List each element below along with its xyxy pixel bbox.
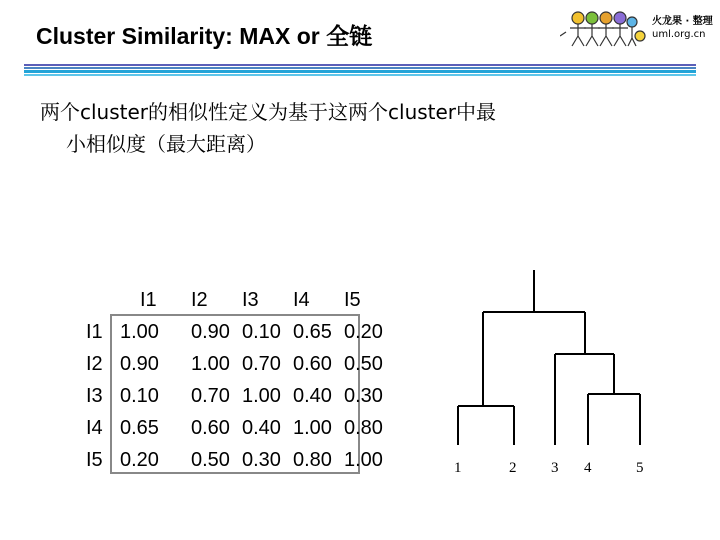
matrix-cell: 0.65 bbox=[120, 416, 159, 439]
matrix-row bbox=[86, 380, 395, 412]
row-header: I4 bbox=[86, 416, 103, 439]
matrix-cell: 0.60 bbox=[191, 416, 230, 439]
header-divider-bars bbox=[24, 64, 696, 76]
dendrogram bbox=[440, 260, 670, 490]
matrix-cell: 0.90 bbox=[191, 320, 230, 343]
matrix-cell: 0.70 bbox=[242, 352, 281, 375]
leaf-label: 1 bbox=[454, 460, 462, 476]
similarity-matrix bbox=[86, 284, 395, 476]
matrix-cell: 1.00 bbox=[293, 416, 332, 439]
logo-text-url: uml.org.cn bbox=[652, 29, 706, 40]
bullet-line-2: 小相似度（最大距离） bbox=[66, 132, 266, 156]
bullet-line-1: 两个cluster的相似性定义为基于这两个cluster中最 bbox=[40, 100, 497, 124]
matrix-cell: 0.30 bbox=[344, 384, 383, 407]
matrix-cell: 1.00 bbox=[344, 448, 383, 471]
row-header: I2 bbox=[86, 352, 103, 375]
divider-bar bbox=[24, 67, 696, 69]
matrix-cell: 0.10 bbox=[120, 384, 159, 407]
leaf-label: 5 bbox=[636, 460, 644, 476]
matrix-cell: 0.40 bbox=[293, 384, 332, 407]
logo-text-cn: 火龙果 · 整理 bbox=[652, 16, 713, 27]
row-header: I1 bbox=[86, 320, 103, 343]
matrix-cell: 0.20 bbox=[344, 320, 383, 343]
matrix-cell: 0.40 bbox=[242, 416, 281, 439]
col-header: I4 bbox=[293, 288, 310, 311]
leaf-label: 2 bbox=[509, 460, 517, 476]
matrix-cell: 0.90 bbox=[120, 352, 159, 375]
bullet-text bbox=[40, 96, 670, 160]
matrix-cell: 1.00 bbox=[242, 384, 281, 407]
col-header: I2 bbox=[191, 288, 208, 311]
leaf-label: 4 bbox=[584, 460, 592, 476]
leaf-label: 3 bbox=[551, 460, 559, 476]
matrix-cell: 1.00 bbox=[191, 352, 230, 375]
matrix-cell: 0.20 bbox=[120, 448, 159, 471]
matrix-cell: 0.50 bbox=[344, 352, 383, 375]
matrix-row bbox=[86, 348, 395, 380]
divider-bar bbox=[24, 70, 696, 73]
col-header: I1 bbox=[140, 288, 157, 311]
row-header: I3 bbox=[86, 384, 103, 407]
matrix-cell: 0.50 bbox=[191, 448, 230, 471]
matrix-row bbox=[86, 444, 395, 476]
col-header: I3 bbox=[242, 288, 259, 311]
matrix-row bbox=[86, 412, 395, 444]
col-header: I5 bbox=[344, 288, 361, 311]
matrix-cell: 0.80 bbox=[344, 416, 383, 439]
matrix-cell: 0.70 bbox=[191, 384, 230, 407]
row-header: I5 bbox=[86, 448, 103, 471]
logo-figures bbox=[560, 12, 645, 46]
matrix-cell: 0.80 bbox=[293, 448, 332, 471]
matrix-cell: 1.00 bbox=[120, 320, 159, 343]
matrix-cell: 0.30 bbox=[242, 448, 281, 471]
matrix-cell: 0.60 bbox=[293, 352, 332, 375]
matrix-cell: 0.10 bbox=[242, 320, 281, 343]
matrix-cell: 0.65 bbox=[293, 320, 332, 343]
matrix-corner bbox=[86, 284, 112, 316]
divider-bar bbox=[24, 64, 696, 66]
matrix-row bbox=[86, 316, 395, 348]
slide-title: Cluster Similarity: MAX or 全链 bbox=[36, 23, 373, 49]
matrix-header-row bbox=[86, 284, 395, 316]
divider-bar bbox=[24, 74, 696, 76]
